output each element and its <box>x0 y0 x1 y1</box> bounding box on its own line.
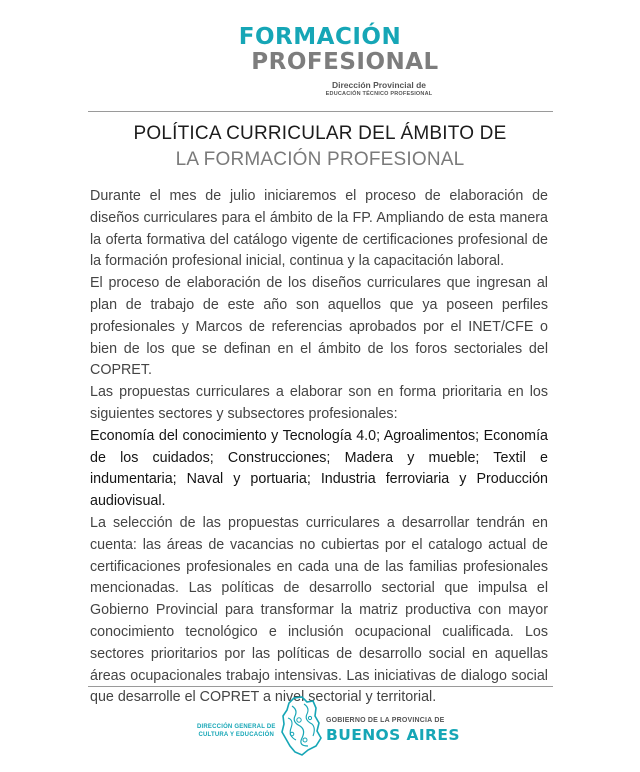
title-line-1: POLÍTICA CURRICULAR DEL ÁMBITO DE <box>133 123 507 144</box>
buenos-aires-province-map-icon <box>280 696 322 756</box>
gov-line: GOBIERNO DE LA PROVINCIA DE <box>326 717 445 724</box>
dgce-line-2: CULTURA Y EDUCACIÓN <box>198 732 275 738</box>
logo-subtitle: Dirección Provincial de <box>331 80 426 90</box>
logo-word-formacion: FORMACIÓN <box>238 24 402 50</box>
paragraph-selection: La selección de las propuestas curriculares a desarrollar tendrán en cuenta: las áreas de vacancias no cubiertas por el catalogo actual de certificaciones profesionales en cada una de las familias profesionales mencionadas. Las políticas de desarrollo sectorial que impulsa el Gobierno Provincial para transformar la matriz productiva con mayor conocimiento tecnológico e inclusión ocupacional cualificada. Los sectores prioritarios por las políticas de desarrollo social en aquellas áreas ocupacionales trabajo intensivas. Las iniciativas de dialogo social que desarrolle el COPRET a nivel sectorial y territorial. <box>90 514 548 706</box>
dgce-logo <box>197 723 276 739</box>
footer <box>0 696 640 766</box>
document-title <box>0 121 640 173</box>
bottom-divider <box>88 686 553 687</box>
document-body <box>90 186 548 709</box>
province-name: BUENOS AIRES <box>326 726 460 744</box>
paragraph-process: El proceso de elaboración de los diseños curriculares que ingresan al plan de trabajo de este año son aquellos que ya poseen perfiles profesionales y Marcos de referencias aprobados por el INET/CFE o bien de los que se definan en el ámbito de los foros sectoriales del COPRET. <box>90 275 548 379</box>
gba-logo <box>326 716 460 745</box>
dgce-line-1: DIRECCIÓN GENERAL DE <box>197 724 276 730</box>
paragraph-sectors: Economía del conocimiento y Tecnología 4.0; Agroalimentos; Economía de los cuidados; Construcciones; Madera y mueble; Textil e indumentaria; Naval y portuaria; Industria ferroviaria y Producción audiovisual. <box>90 427 548 510</box>
title-line-2: LA FORMACIÓN PROFESIONAL <box>175 149 465 170</box>
top-divider <box>88 111 553 112</box>
logo-word-profesional: PROFESIONAL <box>251 49 439 75</box>
formacion-profesional-logo <box>0 24 640 99</box>
logo-subtitle-small: EDUCACIÓN TÉCNICO PROFESIONAL <box>325 91 433 97</box>
paragraph-intro: Durante el mes de julio iniciaremos el proceso de elaboración de diseños curriculares para el ámbito de la FP. Ampliando de esta manera la oferta formativa del catálogo vigente de certificaciones profesional de la formación profesional inicial, continua y la capacitación laboral. <box>90 188 548 270</box>
paragraph-proposals: Las propuestas curriculares a elaborar son en forma prioritaria en los siguientes sectores y subsectores profesionales: <box>90 384 548 422</box>
